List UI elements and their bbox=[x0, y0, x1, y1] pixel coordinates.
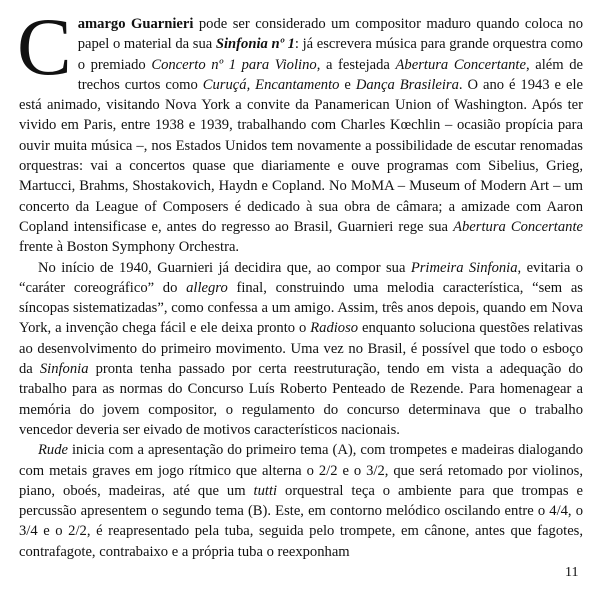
text-run: amargo Guarnieri bbox=[77, 16, 194, 32]
text-run: Abertura Concertante bbox=[395, 56, 526, 73]
text-run: , evitaria o “caráter coreográfico” do bbox=[19, 259, 583, 296]
text-run: Sinfonia nº 1 bbox=[215, 36, 295, 53]
drop-cap: C bbox=[17, 1, 72, 92]
paragraph-2 bbox=[19, 258, 583, 441]
text-run: Rude bbox=[38, 442, 68, 459]
text-run: orquestral teça o ambiente para que trompas e percussão apresentem o segundo tema (B). Este, em contorno melódico oscilando entre o 4/4, o 3/4 e o 2/2, é reapresentado pela tuba, seguida pelo trompete, em cânone, antes que fagotes, contrafagote, contrabaixo e a própria tuba o reexponham bbox=[19, 482, 583, 560]
text-run: Radioso bbox=[310, 320, 359, 337]
text-run: final, construindo uma melodia característica, “sem as síncopas sistematizadas”, como confessa a um amigo. Assim, três anos depois, quando em Nova York, a invenção chega fácil e ele deixa pronto o bbox=[19, 279, 583, 337]
page-number: 11 bbox=[565, 565, 579, 580]
text-run: : já escrevera música para grande orquestra como o premiado bbox=[77, 36, 583, 73]
text-run: Concerto nº 1 para Violino bbox=[151, 56, 317, 73]
text-run: . O ano é 1943 e ele está animado, visitando Nova York a convite da Panamerican Union of Washington. Após ter vivido em Paris, entre 1938 e 1939, trabalhando com Charles Kœchlin – ocasião propícia para ouvir muita música –, nos Estados Unidos tem novamente a possibilidade de escutar renomadas orquestras: vai a concertos quase que diariamente e ouve programas com Sibelius, Grieg, Martucci, Brahms, Shostakovich, Haydn e Copland. No MoMA – Museum of Modern Art – um concerto da League of Composers é dedicado à sua obra de câmara; a amizade com Aaron Copland intensificase e, antes do regresso ao Brasil, Guarnieri rege sua bbox=[19, 76, 583, 235]
paragraph-1 bbox=[17, 1, 583, 258]
text-run: Curuçá, Encantamento bbox=[202, 76, 340, 93]
text-run: inicia com a apresentação do primeiro tema (A), com trompetes e madeiras dialogando com metais graves em jogo rítmico que alterna o 2/2 e o 3/2, que será retomado por violinos, piano, oboés, madeiras, até que um bbox=[19, 442, 583, 499]
text-run: Sinfonia bbox=[39, 361, 89, 378]
paragraph-3 bbox=[19, 440, 583, 562]
text-run: pronta tenha passado por certa reestruturação, tendo em vista a adequação do trabalho para as normas do Concurso Luís Roberto Penteado de Rezende. Para homenagear a memória do jovem compositor, o regulamento do concurso determinava que o trabalho vencedor deveria ser eivado de motivos característicos nacionais. bbox=[19, 361, 583, 438]
text-run: allegro bbox=[186, 279, 228, 296]
text-run: Abertura Concertante bbox=[453, 218, 583, 235]
text-run: tutti bbox=[253, 482, 278, 499]
body-text bbox=[17, 1, 583, 562]
text-run: Primeira Sinfonia bbox=[410, 259, 518, 276]
text-run: , a festejada bbox=[316, 56, 396, 73]
text-run: pode ser considerado um compositor maduro quando coloca no papel o material da sua bbox=[77, 16, 583, 53]
text-run: No início de 1940, Guarnieri já decidira que, ao compor sua bbox=[38, 259, 411, 276]
text-run: e bbox=[339, 76, 356, 93]
text-run: , além de trechos curtos como bbox=[77, 56, 583, 93]
text-run: Dança Brasileira bbox=[355, 76, 459, 93]
text-run: frente à Boston Symphony Orchestra. bbox=[19, 239, 240, 256]
text-run: enquanto soluciona questões relativas ao desenvolvimento do primeiro movimento. Uma vez no Brasil, é possível que todo o esboço da bbox=[19, 320, 583, 378]
